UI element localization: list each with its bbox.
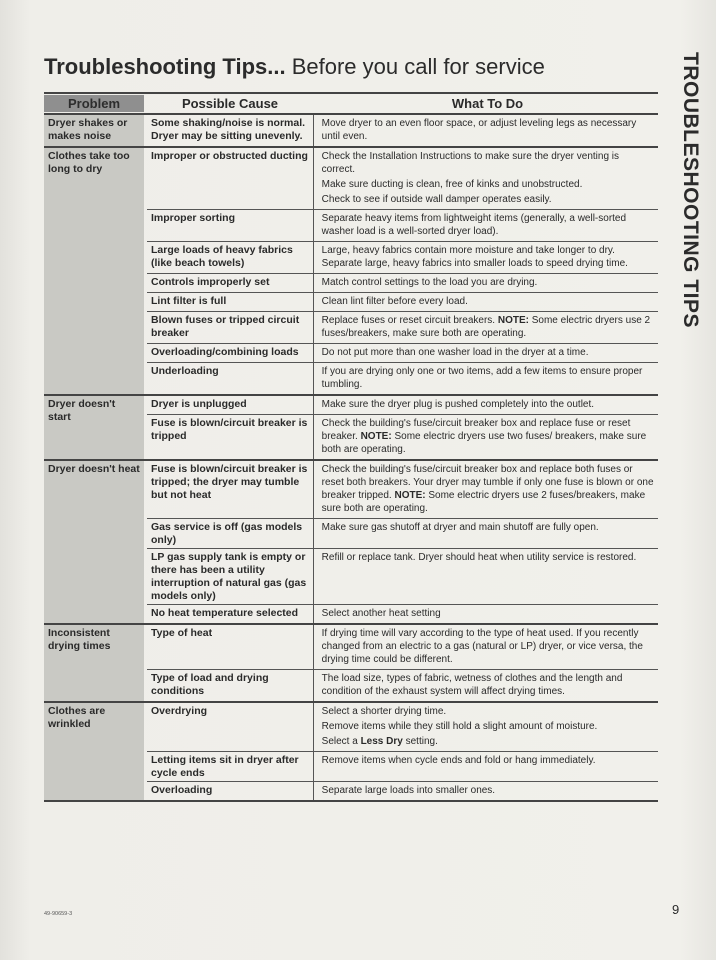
remedy-text: Select a [321, 736, 361, 747]
remedy-text: Make sure ducting is clean, free of kinks and unobstructed. [321, 179, 583, 190]
remedy-paragraph [322, 398, 654, 411]
remedy-paragraph [322, 735, 654, 748]
problem-column-shade [44, 461, 144, 623]
emphasis-text: NOTE: [394, 490, 426, 501]
cause-rows [147, 115, 658, 146]
table-row [147, 293, 658, 312]
remedy-paragraph [322, 117, 654, 143]
remedy-text: Make sure gas shutoff at dryer and main shutoff are fully open. [321, 522, 599, 533]
remedy-text: Select a shorter drying time. [321, 706, 447, 717]
possible-cause: Overloading [151, 784, 213, 796]
remedy-text: Some electric dryers use 2 fuses/breakers, make sure both are operating. [321, 315, 651, 339]
emphasis-text: NOTE: [360, 431, 392, 442]
possible-cause: Lint filter is full [151, 295, 227, 307]
remedy-paragraph [322, 551, 654, 564]
what-to-do [318, 293, 658, 311]
possible-cause: Blown fuses or tripped circuit breaker [151, 314, 300, 339]
remedy-paragraph [322, 295, 654, 308]
what-to-do [318, 703, 658, 751]
possible-cause: Dryer is unplugged [151, 398, 247, 410]
what-to-do [318, 115, 658, 146]
problem-label: Clothes take too long to dry [48, 150, 130, 175]
remedy-text: Separate large loads into smaller ones. [321, 785, 496, 796]
table-row [147, 274, 658, 293]
table-row [147, 670, 658, 701]
possible-cause: No heat temperature selected [151, 607, 299, 619]
remedy-paragraph [322, 417, 654, 456]
table-row [147, 752, 658, 782]
remedy-paragraph [322, 193, 654, 206]
document-code: 49-90659-3 [44, 911, 73, 917]
remedy-text: Do not put more than one washer load in the dryer at a time. [321, 347, 589, 358]
remedy-paragraph [322, 346, 654, 359]
side-tab-label: TROUBLESHOOTING TIPS [679, 52, 702, 329]
remedy-paragraph [322, 720, 654, 733]
possible-cause: Type of heat [151, 627, 213, 639]
table-header [44, 92, 658, 115]
remedy-text: Check the building's fuse/circuit breaker box and replace both fuses or reset both breakers. Your dryer may tumble if only one fuse is blown or one breaker tripped. [321, 464, 654, 501]
remedy-paragraph [322, 212, 654, 238]
remedy-text: Move dryer to an even floor space, or adjust leveling legs as necessary until even. [321, 118, 637, 142]
remedy-text: If you are drying only one or two items, add a few items to ensure proper tumbling. [321, 366, 643, 390]
header-problem: Problem [44, 95, 144, 112]
problem-group [44, 148, 658, 396]
problem-label: Dryer doesn't start [48, 398, 116, 423]
problem-column-shade [44, 148, 144, 394]
what-to-do [318, 396, 658, 414]
table-body [44, 115, 658, 802]
possible-cause: Some shaking/noise is normal. Dryer may be sitting unevenly. [151, 117, 306, 142]
remedy-paragraph [322, 150, 654, 176]
what-to-do [318, 625, 658, 669]
problem-label: Dryer shakes or makes noise [48, 117, 128, 142]
possible-cause: Fuse is blown/circuit breaker is tripped; the dryer may tumble but not heat [151, 463, 308, 501]
what-to-do [318, 605, 658, 623]
possible-cause: Type of load and drying conditions [151, 672, 269, 697]
table-row [147, 703, 658, 752]
side-tab [672, 52, 702, 352]
remedy-paragraph [322, 607, 654, 620]
emphasis-text: Less Dry [360, 736, 403, 747]
what-to-do [318, 519, 658, 548]
page-title-rest: Before you call for service [285, 54, 545, 79]
remedy-paragraph [322, 365, 654, 391]
header-what-to-do: What To Do [451, 96, 524, 111]
remedy-text: Replace fuses or reset circuit breakers. [321, 315, 498, 326]
emphasis-text: NOTE: [497, 315, 529, 326]
what-to-do [318, 549, 658, 604]
what-to-do [318, 415, 658, 459]
page-title [44, 54, 545, 80]
what-to-do [318, 782, 658, 800]
remedy-paragraph [322, 276, 654, 289]
table-row [147, 461, 658, 519]
cause-rows [147, 396, 658, 459]
problem-group [44, 461, 658, 625]
remedy-text: Large, heavy fabrics contain more moisture and take longer to dry. Separate large, heavy fabrics into smaller loads to speed drying time. [321, 245, 628, 269]
possible-cause: Overdrying [151, 705, 208, 717]
cause-rows [147, 625, 658, 701]
troubleshooting-table [44, 92, 658, 802]
remedy-text: If drying time will vary according to the type of heat used. If you recently changed from an electric to a gas (natural or LP) dryer, or vice versa, the drying time could be different. [321, 628, 643, 665]
table-row [147, 415, 658, 459]
remedy-text: Make sure the dryer plug is pushed completely into the outlet. [321, 399, 595, 410]
table-row [147, 605, 658, 623]
table-row [147, 210, 658, 242]
remedy-text: Refill or replace tank. Dryer should heat when utility service is restored. [321, 552, 637, 563]
remedy-text: Remove items when cycle ends and fold or hang immediately. [321, 755, 596, 766]
what-to-do [318, 344, 658, 362]
remedy-text: Check to see if outside wall damper operates easily. [321, 194, 552, 205]
remedy-text: Some electric dryers use two fuses/ breakers, make sure both are operating. [321, 431, 647, 455]
what-to-do [318, 752, 658, 781]
possible-cause: LP gas supply tank is empty or there has been a utility interruption of natural gas (gas models only) [151, 551, 307, 602]
table-row [147, 396, 658, 415]
table-row [147, 549, 658, 605]
header-possible-cause: Possible Cause [181, 96, 279, 111]
cause-rows [147, 461, 658, 623]
table-row [147, 782, 658, 800]
table-row [147, 625, 658, 670]
remedy-text: Check the Installation Instructions to make sure the dryer venting is correct. [321, 151, 620, 175]
remedy-text: Check the building's fuse/circuit breaker box and replace fuse or reset breaker. [321, 418, 631, 442]
what-to-do [318, 312, 658, 343]
possible-cause: Fuse is blown/circuit breaker is tripped [151, 417, 308, 442]
table-row [147, 312, 658, 344]
remedy-paragraph [322, 705, 654, 718]
problem-label: Inconsistent drying times [48, 627, 111, 652]
problem-group [44, 396, 658, 461]
what-to-do [318, 148, 658, 209]
possible-cause: Controls improperly set [151, 276, 270, 288]
problem-group [44, 115, 658, 148]
table-row [147, 115, 658, 146]
remedy-text: Separate heavy items from lightweight items (generally, a well-sorted washer load is a well-sorted dryer load). [321, 213, 627, 237]
page-title-bold: Troubleshooting Tips... [44, 54, 286, 79]
problem-group [44, 703, 658, 802]
problem-group [44, 625, 658, 703]
problem-label: Dryer doesn't heat [48, 463, 140, 475]
possible-cause: Underloading [151, 365, 219, 377]
remedy-paragraph [322, 314, 654, 340]
remedy-paragraph [322, 627, 654, 666]
possible-cause: Improper or obstructed ducting [151, 150, 308, 162]
remedy-paragraph [322, 784, 654, 797]
cause-rows [147, 148, 658, 394]
remedy-text: Select another heat setting [321, 608, 441, 619]
remedy-paragraph [322, 754, 654, 767]
what-to-do [318, 242, 658, 273]
remedy-text: Clean lint filter before every load. [321, 296, 468, 307]
what-to-do [318, 461, 658, 518]
possible-cause: Overloading/combining loads [151, 346, 299, 358]
remedy-paragraph [322, 178, 654, 191]
remedy-text: setting. [402, 736, 438, 747]
remedy-text: Match control settings to the load you are drying. [321, 277, 538, 288]
remedy-paragraph [322, 672, 654, 698]
possible-cause: Improper sorting [151, 212, 236, 224]
possible-cause: Letting items sit in dryer after cycle ends [151, 754, 299, 779]
remedy-text: Remove items while they still hold a slight amount of moisture. [321, 721, 598, 732]
table-row [147, 519, 658, 549]
what-to-do [318, 274, 658, 292]
table-row [147, 148, 658, 210]
table-row [147, 363, 658, 394]
what-to-do [318, 210, 658, 241]
problem-label: Clothes are wrinkled [48, 705, 106, 730]
page-number: 9 [672, 902, 680, 917]
cause-rows [147, 703, 658, 800]
remedy-text: Some electric dryers use 2 fuses/breakers, make sure both are operating. [321, 490, 646, 514]
remedy-paragraph [322, 244, 654, 270]
remedy-paragraph [322, 463, 654, 515]
possible-cause: Large loads of heavy fabrics (like beach towels) [151, 244, 293, 269]
what-to-do [318, 670, 658, 701]
table-row [147, 344, 658, 363]
remedy-paragraph [322, 521, 654, 534]
possible-cause: Gas service is off (gas models only) [151, 521, 303, 546]
remedy-text: The load size, types of fabric, wetness of clothes and the length and condition of the exhaust system will affect drying times. [321, 673, 623, 697]
what-to-do [318, 363, 658, 394]
table-row [147, 242, 658, 274]
